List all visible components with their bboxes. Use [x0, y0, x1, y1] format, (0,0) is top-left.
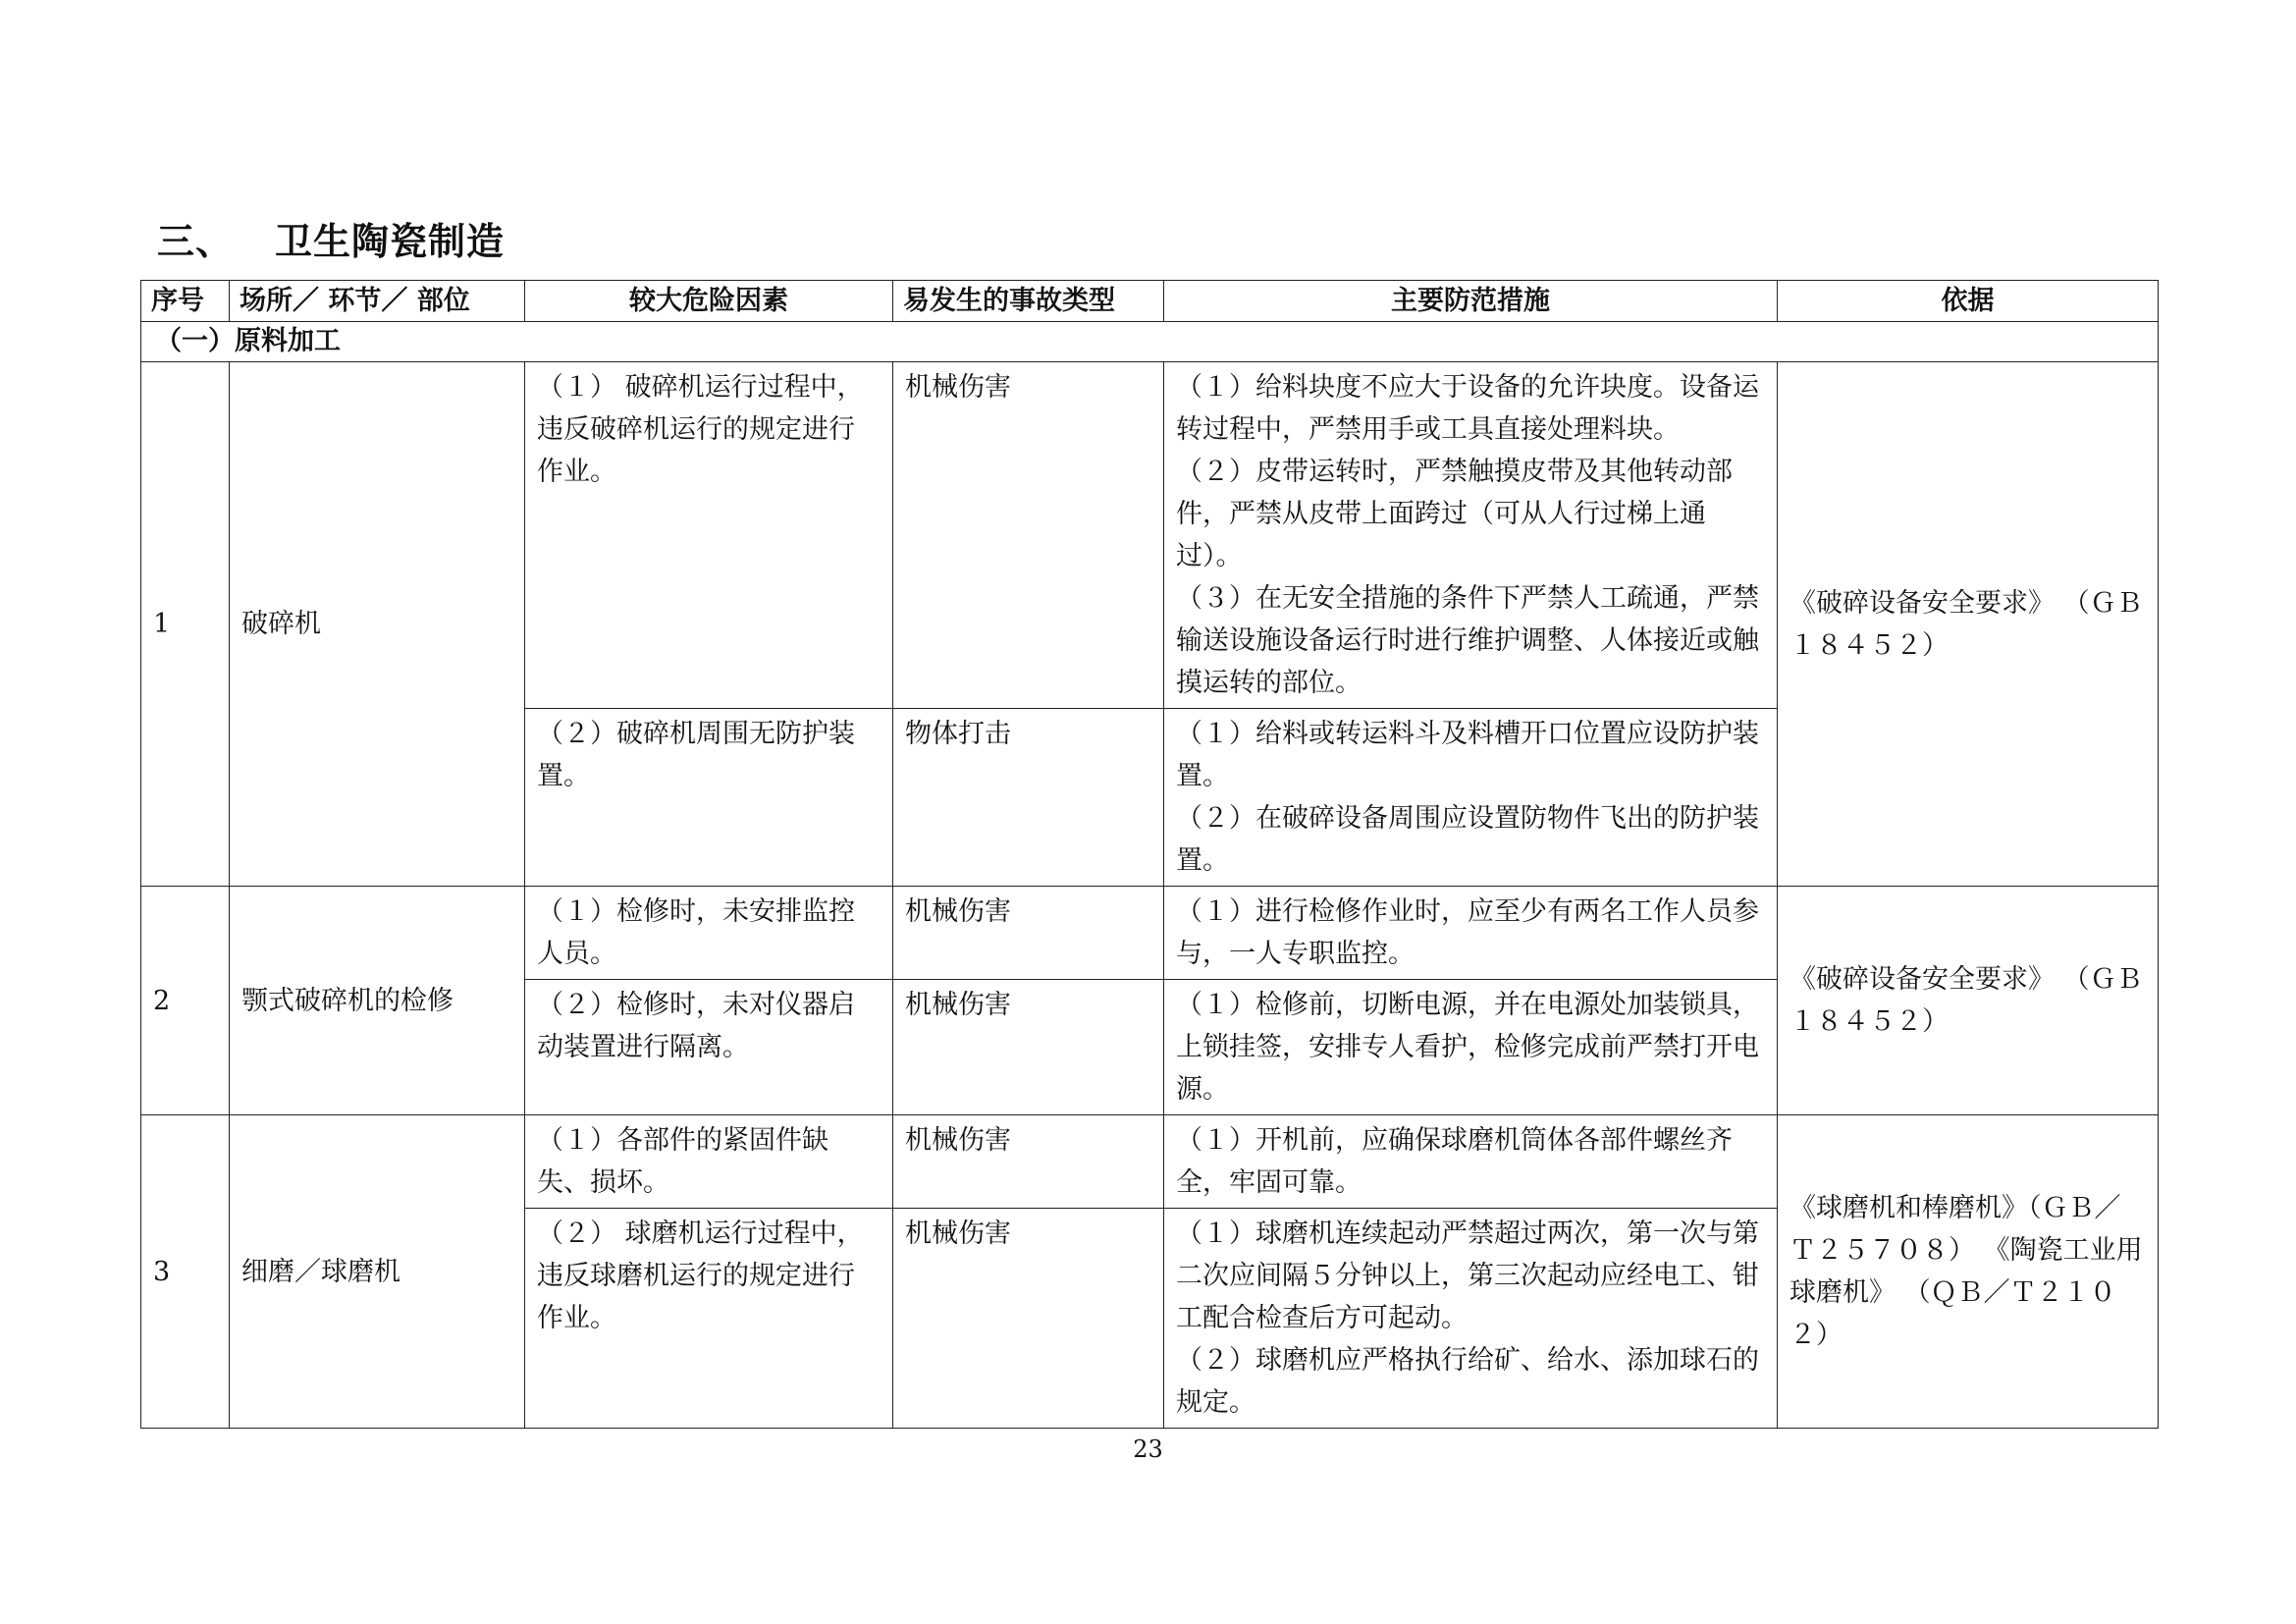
row-accident: 机械伤害	[893, 1115, 1164, 1209]
table-row	[141, 887, 2159, 980]
row-seq: 3	[141, 1115, 230, 1429]
row-basis: 《球磨机和棒磨机》（ＧＢ／Ｔ２５７０８） 《陶瓷工业用球磨机》 （ＱＢ／Ｔ２１０２）	[1778, 1115, 2159, 1429]
row-measures	[1164, 980, 1778, 1115]
row-hazard: （１） 破碎机运行过程中，违反破碎机运行的规定进行作业。	[525, 362, 893, 709]
row-accident: 机械伤害	[893, 1209, 1164, 1429]
measure-item: （１）开机前，应确保球磨机筒体各部件螺丝齐全，牢固可靠。	[1176, 1125, 1733, 1198]
row-location: 细磨／球磨机	[230, 1115, 525, 1429]
row-hazard: （１）各部件的紧固件缺失、损坏。	[525, 1115, 893, 1209]
row-measures	[1164, 362, 1778, 709]
table-row	[141, 1115, 2159, 1209]
header-measures: 主要防范措施	[1164, 281, 1778, 322]
measure-item: （３）在无安全措施的条件下严禁人工疏通，严禁输送设施设备运行时进行维护调整、人体接近或触摸运转的部位。	[1176, 583, 1759, 698]
measure-item: （２）球磨机应严格执行给矿、给水、添加球石的规定。	[1176, 1345, 1759, 1418]
measure-item: （１）检修前，切断电源，并在电源处加装锁具，上锁挂签，安排专人看护，检修完成前严禁打开电源。	[1176, 990, 1759, 1105]
row-measures	[1164, 1209, 1778, 1429]
measure-item: （１）给料块度不应大于设备的允许块度。设备运转过程中，严禁用手或工具直接处理料块。	[1176, 372, 1759, 445]
row-accident: 机械伤害	[893, 887, 1164, 980]
measure-item: （１）进行检修作业时，应至少有两名工作人员参与，一人专职监控。	[1176, 896, 1759, 969]
row-measures	[1164, 709, 1778, 887]
hazard-table	[140, 280, 2159, 1429]
header-basis: 依据	[1778, 281, 2159, 322]
row-accident: 机械伤害	[893, 362, 1164, 709]
measure-item: （２）皮带运转时，严禁触摸皮带及其他转动部件，严禁从皮带上面跨过（可从人行过梯上通过）。	[1176, 457, 1733, 571]
section-title: 卫生陶瓷制造	[275, 220, 506, 263]
header-accident: 易发生的事故类型	[893, 281, 1164, 322]
section-number: 三、	[157, 220, 235, 263]
row-hazard: （１）检修时，未安排监控人员。	[525, 887, 893, 980]
header-hazard: 较大危险因素	[525, 281, 893, 322]
row-hazard: （２） 球磨机运行过程中，违反球磨机运行的规定进行作业。	[525, 1209, 893, 1429]
row-hazard: （２）检修时，未对仪器启动装置进行隔离。	[525, 980, 893, 1115]
row-location: 破碎机	[230, 362, 525, 887]
row-basis: 《破碎设备安全要求》 （ＧＢ １８４５２）	[1778, 887, 2159, 1115]
page-title	[157, 211, 505, 265]
row-seq: 1	[141, 362, 230, 887]
section-row	[141, 322, 2159, 362]
row-seq: 2	[141, 887, 230, 1115]
header-seq: 序号	[141, 281, 230, 322]
measure-item: （２）在破碎设备周围应设置防物件飞出的防护装置。	[1176, 803, 1759, 876]
row-basis: 《破碎设备安全要求》 （ＧＢ １８４５２）	[1778, 362, 2159, 887]
section-label: （一）原料加工	[141, 322, 2159, 362]
table-header-row	[141, 281, 2159, 322]
row-accident: 物体打击	[893, 709, 1164, 887]
row-measures	[1164, 887, 1778, 980]
row-accident: 机械伤害	[893, 980, 1164, 1115]
row-location: 颚式破碎机的检修	[230, 887, 525, 1115]
page-number: 23	[1133, 1435, 1163, 1463]
measure-item: （１）给料或转运料斗及料槽开口位置应设防护装置。	[1176, 719, 1759, 791]
row-hazard: （２）破碎机周围无防护装置。	[525, 709, 893, 887]
measure-item: （１）球磨机连续起动严禁超过两次，第一次与第二次应间隔５分钟以上，第三次起动应经电工、钳工配合检查后方可起动。	[1176, 1218, 1759, 1333]
table-row	[141, 362, 2159, 709]
header-location: 场所／ 环节／ 部位	[230, 281, 525, 322]
row-measures	[1164, 1115, 1778, 1209]
